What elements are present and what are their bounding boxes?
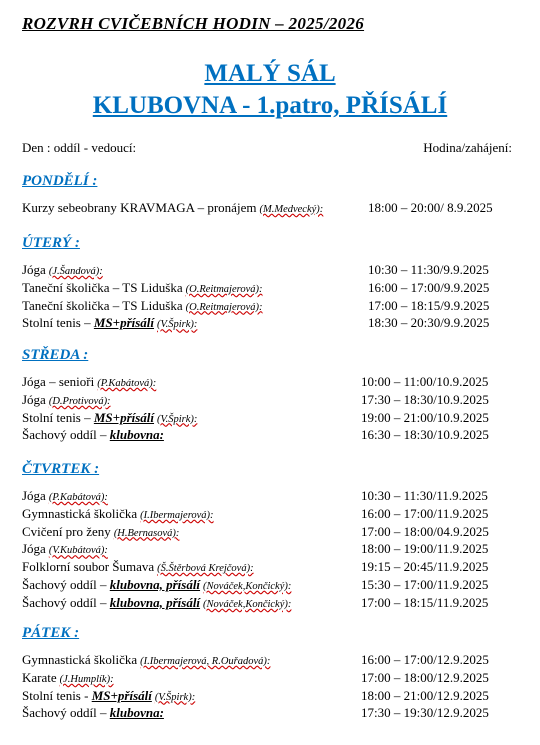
activity-leader: (P.Kabátová):: [48, 492, 108, 503]
activity-location: MS+přísálí: [93, 315, 155, 331]
activity-time: 10:00 – 11:00/10.9.2025: [361, 374, 489, 389]
room-title-line2: KLUBOVNA - 1.patro, PŘÍSÁLÍ: [92, 92, 448, 119]
activity-leader: (V.Špirk):: [154, 691, 196, 703]
schedule-row: [22, 705, 510, 722]
activity-name: Folklorní soubor Šumava: [22, 559, 155, 575]
activity-name: Stolní tenis –: [22, 409, 91, 425]
activity-time: 17:30 – 19:30/12.9.2025: [361, 705, 489, 721]
activity-location: klubovna, přísálí: [109, 594, 201, 610]
activity-leader: (V.Špirk):: [157, 413, 198, 425]
activity-cell: [22, 200, 323, 216]
activity-name: Gymnastická školička: [22, 505, 138, 521]
activity-name: Gymnastická školička: [22, 652, 138, 667]
schedule-row: [22, 595, 510, 612]
activity-time: 17:00 – 18:00/04.9.2025: [361, 523, 489, 539]
activity-name: Cvičení pro ženy: [22, 523, 111, 539]
activity-name: Jóga – senioři: [22, 374, 95, 389]
activity-name: Jóga: [22, 391, 46, 407]
schedule-row: [22, 670, 510, 687]
activity-leader: (O.Reitmajerová):: [185, 301, 263, 313]
activity-location: klubovna:: [109, 427, 164, 443]
schedule-row: [22, 506, 510, 523]
activity-leader: (H.Bernasová):: [113, 527, 180, 539]
schedule-row: [22, 524, 510, 541]
schedule-row: [22, 200, 510, 217]
schedule-row: [22, 541, 510, 558]
activity-name: Šachový oddíl –: [22, 705, 107, 721]
activity-time: 19:00 – 21:00/10.9.2025: [361, 409, 489, 425]
activity-cell: [22, 541, 108, 557]
header-left: Den : oddíl - vedoucí:: [22, 140, 137, 155]
activity-name: Jóga: [22, 541, 46, 557]
activity-cell: [22, 280, 262, 296]
activity-name: Taneční školička – TS Liduška: [22, 279, 183, 295]
activity-cell: [22, 374, 156, 390]
activity-time: 16:00 – 17:00/9.9.2025: [368, 279, 490, 295]
activity-cell: [22, 410, 197, 426]
room-title-line1: MALÝ SÁL: [204, 60, 336, 87]
schedule-row: [22, 262, 510, 279]
schedule-row: [22, 652, 510, 669]
activity-name: Jóga: [22, 488, 46, 503]
day-heading: PÁTEK :: [22, 625, 80, 641]
activity-cell: [22, 488, 108, 504]
activity-time: 18:00 – 19:00/11.9.2025: [361, 541, 489, 557]
activity-cell: [22, 427, 164, 443]
activity-leader: (I.Ibermajerová):: [140, 509, 214, 521]
activity-name: Šachový oddíl –: [22, 594, 107, 610]
activity-time: 17:00 – 18:00/12.9.2025: [361, 669, 489, 685]
activity-leader: (V.Špirk):: [157, 319, 198, 331]
day-heading: PONDĚLÍ :: [22, 173, 98, 189]
activity-location: klubovna, přísálí: [109, 577, 201, 592]
schedule-row: [22, 392, 510, 409]
activity-name: Kurzy sebeobrany KRAVMAGA – pronájem: [22, 200, 257, 215]
activity-time: 17:00 – 18:15/9.9.2025: [368, 297, 490, 313]
activity-name: Taneční školička – TS Liduška: [22, 297, 183, 313]
activity-leader: (D.Protivová):: [48, 395, 111, 407]
activity-name: Jóga: [22, 262, 46, 277]
activity-leader: (V.Kubátová):: [48, 545, 108, 557]
activity-name: Šachový oddíl –: [22, 577, 107, 592]
activity-cell: [22, 559, 254, 575]
activity-leader: (J.Humplík):: [59, 673, 114, 685]
schedule-row: [22, 688, 510, 705]
activity-cell: [22, 577, 291, 593]
activity-time: 10:30 – 11:30/9.9.2025: [368, 262, 489, 277]
day-heading: ÚTERÝ :: [22, 235, 80, 251]
activity-cell: [22, 670, 114, 686]
activity-cell: [22, 506, 214, 522]
schedule-row: [22, 315, 510, 332]
activity-cell: [22, 595, 291, 611]
activity-time: 16:00 – 17:00/11.9.2025: [361, 505, 489, 521]
activity-location: MS+přísálí: [93, 409, 155, 425]
activity-name: Stolní tenis -: [22, 687, 89, 703]
activity-location: klubovna:: [109, 705, 164, 721]
activity-name: Karate: [22, 669, 57, 685]
activity-time: 18:00 – 21:00/12.9.2025: [361, 687, 489, 703]
schedule-row: [22, 298, 510, 315]
day-heading: ČTVRTEK :: [22, 461, 100, 477]
activity-leader: (Š.Štěrbová Krejčová):: [157, 563, 254, 575]
schedule-row: [22, 559, 510, 576]
activity-leader: (P.Kabátová):: [97, 378, 157, 389]
activity-cell: [22, 688, 195, 704]
schedule-row: [22, 280, 510, 297]
activity-cell: [22, 262, 103, 278]
activity-leader: (M.Medvecký):: [259, 204, 324, 215]
activity-time: 16:30 – 18:30/10.9.2025: [361, 427, 489, 443]
document-title: ROZVRH CVIČEBNÍCH HODIN – 2025/2026: [22, 14, 365, 33]
activity-time: 10:30 – 11:30/11.9.2025: [361, 488, 488, 503]
activity-cell: [22, 298, 262, 314]
activity-leader: (Nováček,Končický):: [203, 581, 292, 592]
activity-time: 15:30 – 17:00/11.9.2025: [361, 577, 489, 592]
header-right: Hodina/zahájení:: [423, 140, 512, 155]
activity-cell: [22, 652, 270, 668]
schedule-row: [22, 488, 510, 505]
activity-time: 17:00 – 18:15/11.9.2025: [361, 594, 489, 610]
activity-leader: (O.Reitmajerová):: [185, 283, 263, 295]
schedule-row: [22, 374, 510, 391]
activity-time: 19:15 – 20:45/11.9.2025: [361, 559, 489, 575]
activity-leader: (J.Šandová):: [48, 266, 103, 277]
activity-time: 17:30 – 18:30/10.9.2025: [361, 391, 489, 407]
activity-cell: [22, 705, 164, 721]
activity-cell: [22, 315, 197, 331]
activity-cell: [22, 392, 111, 408]
activity-cell: [22, 524, 179, 540]
activity-leader: (Nováček,Končický):: [203, 598, 292, 610]
schedule-row: [22, 410, 510, 427]
activity-leader: (I.Ibermajerová, R.Ouřadová):: [140, 656, 271, 667]
activity-location: MS+přísálí: [91, 687, 152, 703]
schedule-row: [22, 577, 510, 594]
activity-time: 18:30 – 20:30/9.9.2025: [368, 315, 490, 331]
activity-name: Stolní tenis –: [22, 315, 91, 331]
activity-name: Šachový oddíl –: [22, 427, 107, 443]
activity-time: 18:00 – 20:00/ 8.9.2025: [368, 200, 493, 215]
schedule-row: [22, 427, 510, 444]
day-heading: STŘEDA :: [22, 347, 89, 363]
activity-time: 16:00 – 17:00/12.9.2025: [361, 652, 489, 667]
column-header: [22, 140, 512, 156]
